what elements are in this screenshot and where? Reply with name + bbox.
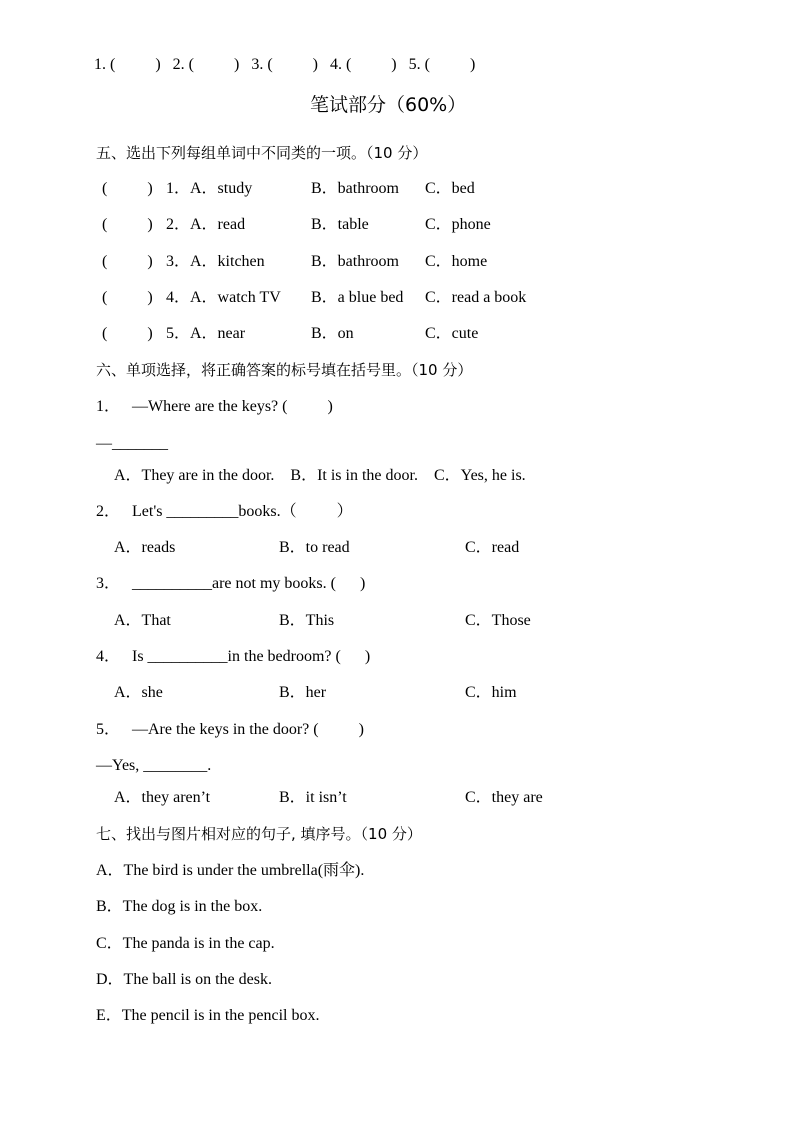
option-a: A．she: [114, 684, 163, 701]
answer-line[interactable]: —Yes, ________.: [96, 757, 212, 774]
option-a: A．That: [114, 612, 171, 629]
option-b: B．to read: [279, 539, 350, 556]
option-c: C．home: [425, 253, 488, 270]
sentence-item: E．The pencil is in the pencil box.: [96, 1007, 320, 1024]
question-stem: 4． Is __________in the bedroom? ( ): [96, 648, 371, 665]
answer-blank[interactable]: ( ): [102, 289, 153, 306]
option-c: C．they are: [465, 789, 543, 806]
question-stem: 5． —Are the keys in the door? ( ): [96, 721, 364, 738]
option-a: 2．A．read: [166, 216, 246, 233]
question-stem: 3． __________are not my books. ( ): [96, 575, 366, 592]
option-a: 1．A．study: [166, 180, 253, 197]
option-a: 3．A．kitchen: [166, 253, 265, 270]
answer-blank[interactable]: ( ): [102, 180, 153, 197]
section5-heading: 五、选出下列每组单词中不同类的一项。（10 分）: [96, 144, 428, 162]
section6-heading: 六、单项选择，将正确答案的标号填在括号里。（10 分）: [96, 361, 473, 379]
option-a: 5．A．near: [166, 325, 246, 342]
option-b: B．it isn’t: [279, 789, 347, 806]
question-stem: 2． Let's _________books.（ ）: [96, 503, 353, 520]
option-c: C．him: [465, 684, 517, 701]
option-b: B．table: [311, 216, 369, 233]
answer-line[interactable]: —_______: [96, 435, 168, 452]
option-b: B．her: [279, 684, 327, 701]
option-b: B．bathroom: [311, 180, 399, 197]
option-c: C．read a book: [425, 289, 527, 306]
sentence-item: C．The panda is in the cap.: [96, 935, 275, 952]
option-c: C．Those: [465, 612, 531, 629]
option-c: C．phone: [425, 216, 491, 233]
option-a: A．they aren’t: [114, 789, 211, 806]
option-b: B．bathroom: [311, 253, 399, 270]
answer-blank[interactable]: ( ): [102, 253, 153, 270]
option-b: B．on: [311, 325, 354, 342]
answer-row: 1. ( ) 2. ( ) 3. ( ) 4. ( ) 5. ( ): [94, 56, 476, 73]
option-b: B．This: [279, 612, 335, 629]
answer-blank[interactable]: ( ): [102, 216, 153, 233]
option-c: C．bed: [425, 180, 475, 197]
written-section-title: 笔试部分（60%）: [310, 94, 467, 116]
sentence-item: D．The ball is on the desk.: [96, 971, 272, 988]
section7-heading: 七、找出与图片相对应的句子, 填序号。（10 分）: [96, 825, 422, 843]
option-a: 4．A．watch TV: [166, 289, 281, 306]
options-row: A．They are in the door. B．It is in the door. C．Yes, he is.: [114, 467, 526, 484]
option-a: A．reads: [114, 539, 176, 556]
sentence-item: B．The dog is in the box.: [96, 898, 263, 915]
option-c: C．cute: [425, 325, 479, 342]
question-stem: 1． —Where are the keys? ( ): [96, 398, 333, 415]
sentence-item: A．The bird is under the umbrella(雨伞).: [96, 862, 365, 879]
answer-blank[interactable]: ( ): [102, 325, 153, 342]
option-b: B．a blue bed: [311, 289, 404, 306]
option-c: C．read: [465, 539, 520, 556]
